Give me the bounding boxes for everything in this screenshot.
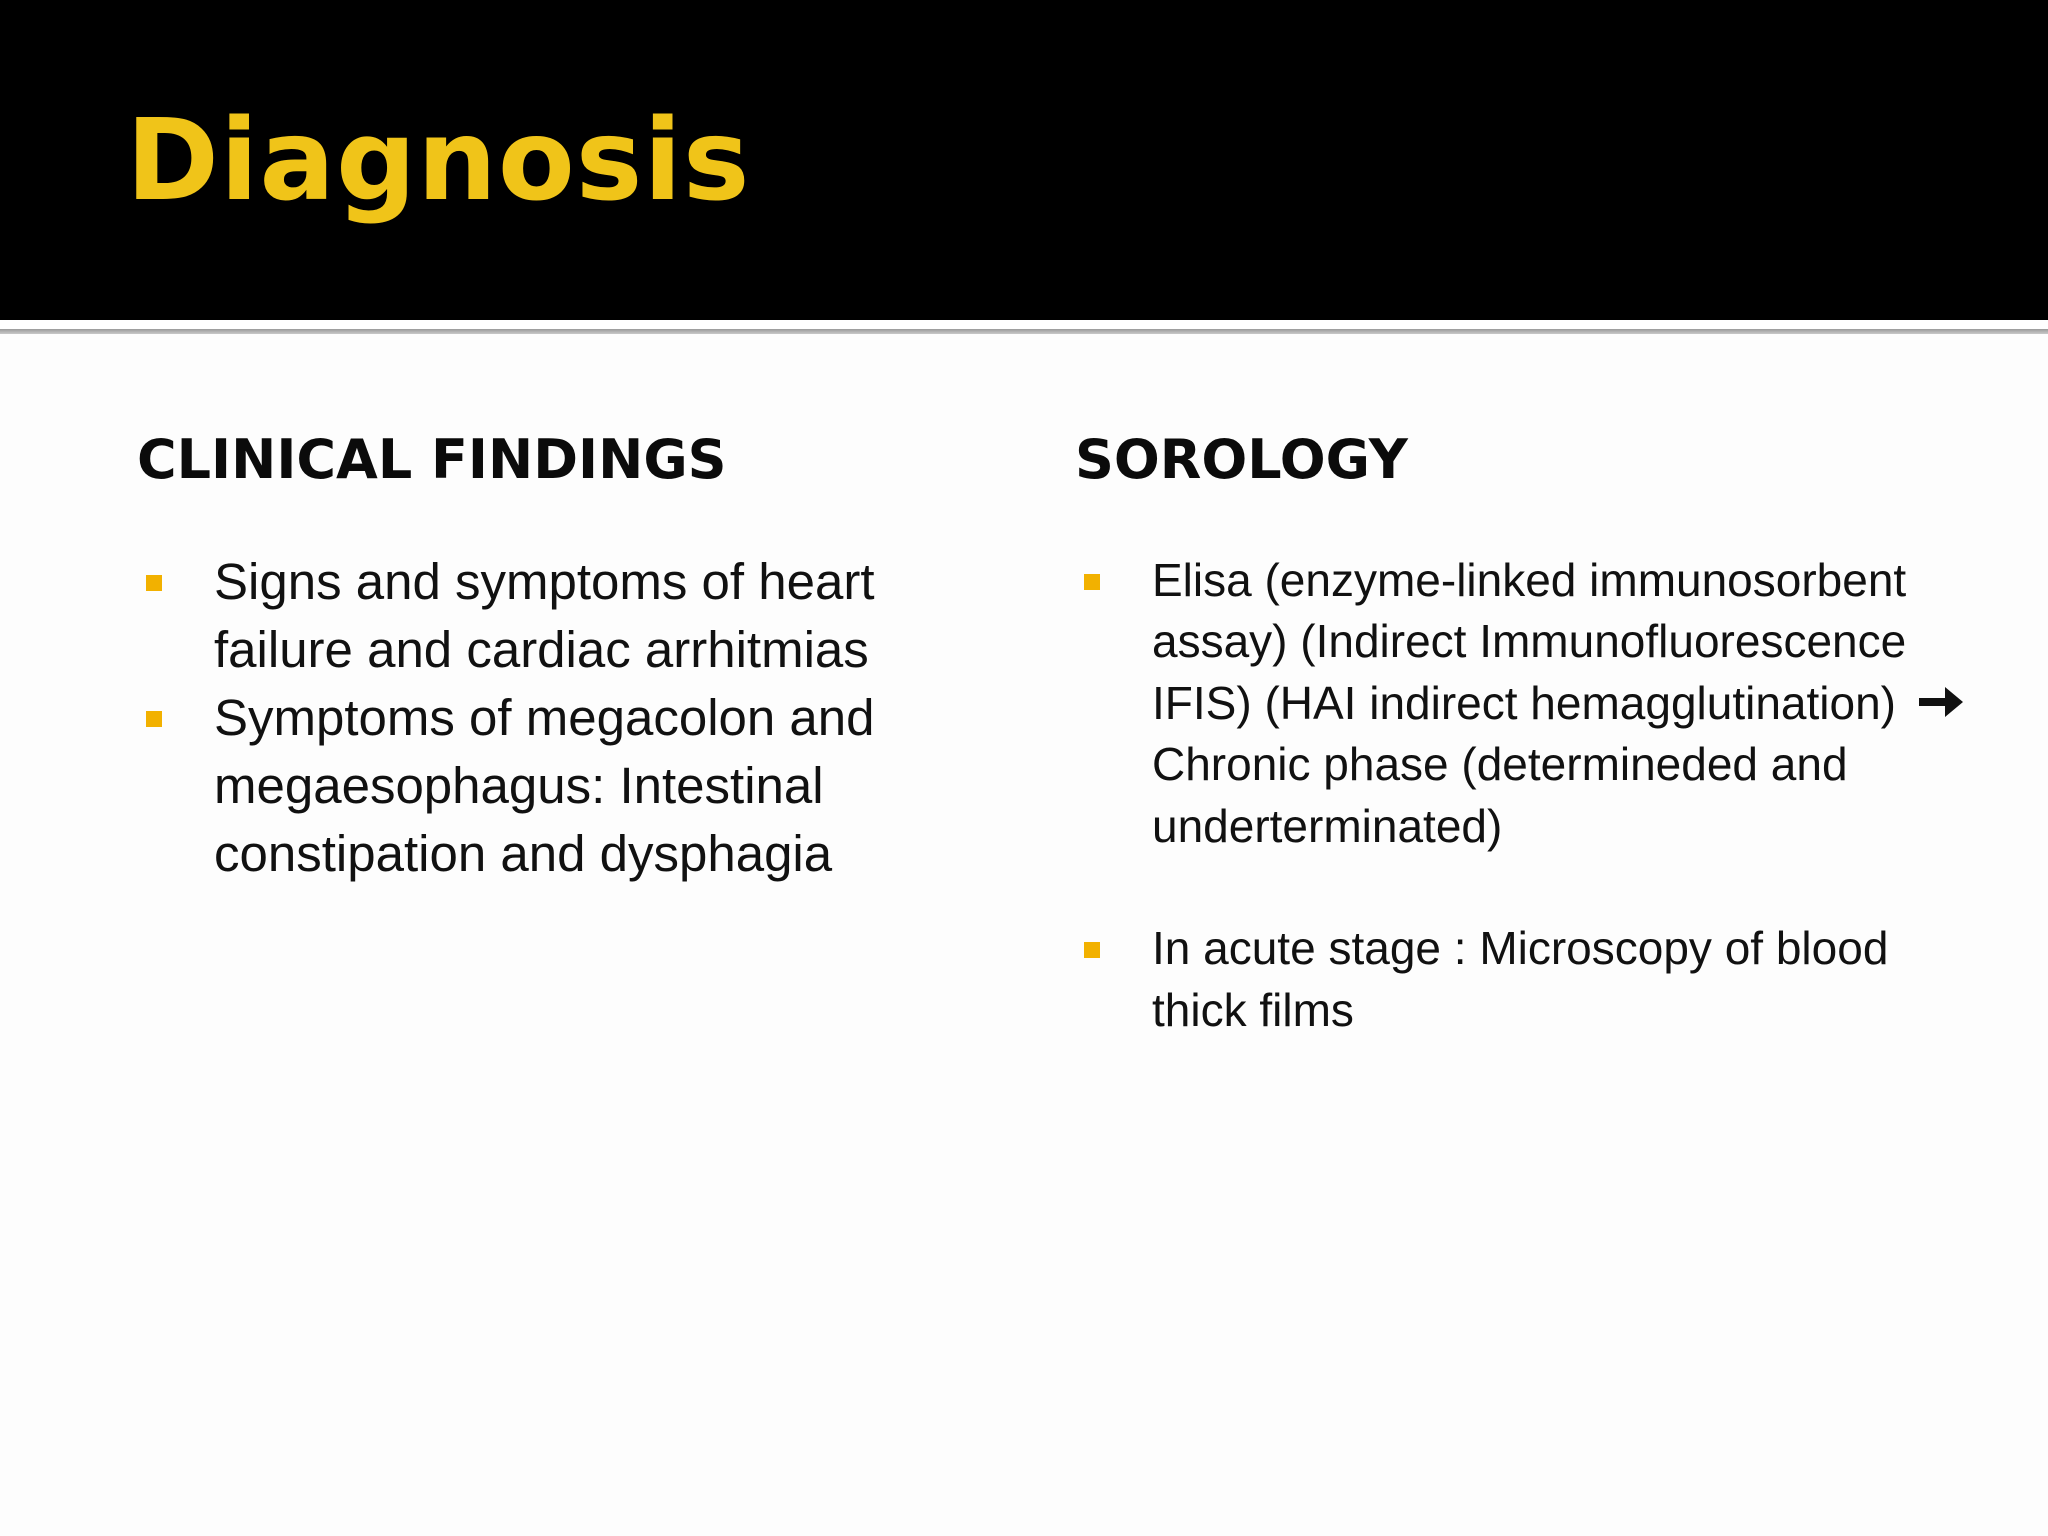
list-item-text-continued: Chronic phase (determineded and underterminated) (1152, 738, 1848, 852)
square-bullet-icon (146, 575, 162, 591)
list-item-text: In acute stage : Microscopy of blood thick films (1152, 922, 1889, 1036)
list-item (137, 548, 937, 684)
serology-heading: SOROLOGY (1075, 428, 1408, 491)
list-item (1075, 550, 1975, 858)
clinical-findings-list (137, 548, 937, 888)
list-item-text: Elisa (enzyme-linked immunosorbent assay) (Indirect Immunofluorescence IFIS) (HAI indirect hemagglutination) (1152, 553, 1907, 729)
title-divider (0, 320, 2048, 329)
title-divider-shadow (0, 329, 2048, 334)
list-item (1075, 918, 1975, 1041)
list-item (137, 684, 937, 888)
square-bullet-icon (146, 711, 162, 727)
list-item-text: Symptoms of megacolon and megaesophagus: Intestinal constipation and dysphagia (214, 688, 875, 882)
serology-column (1075, 428, 1975, 1041)
list-item-text: Signs and symptoms of heart failure and cardiac arrhitmias (214, 552, 875, 678)
slide-title: Diagnosis (126, 96, 751, 226)
square-bullet-icon (1084, 942, 1100, 958)
square-bullet-icon (1084, 574, 1100, 590)
right-arrow-icon (1917, 683, 1965, 721)
clinical-findings-column (137, 428, 937, 888)
title-bar (0, 0, 2048, 320)
serology-list (1075, 550, 1975, 1042)
clinical-findings-heading: CLINICAL FINDINGS (137, 428, 727, 491)
